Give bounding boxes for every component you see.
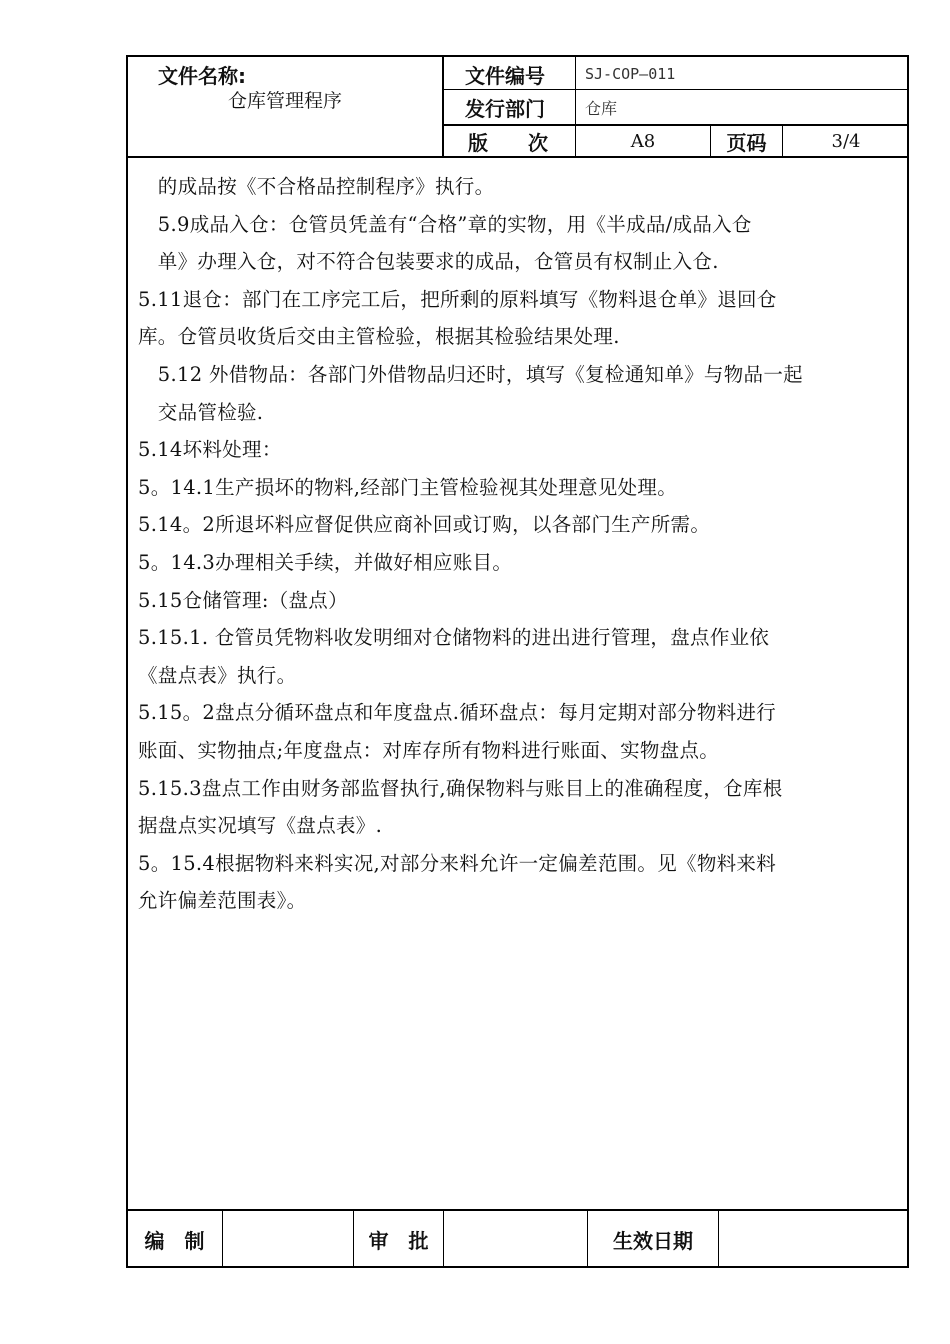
body-line: 5.9成品入仓：仓管员凭盖有“合格”章的实物，用《半成品/成品入仓 bbox=[138, 212, 752, 236]
prepared-label: 编 制 bbox=[144, 1228, 205, 1253]
body-line: 库。仓管员收货后交由主管检验，根据其检验结果处理. bbox=[138, 325, 620, 349]
prepared-field[interactable] bbox=[223, 1211, 353, 1267]
body-line: 5.15仓储管理:（盘点） bbox=[138, 588, 348, 612]
body-line: 5.11退仓：部门在工序完工后，把所剩的原料填写《物料退仓单》退回仓 bbox=[138, 287, 777, 311]
body-line: 5。15.4根据物料来料实况,对部分来料允许一定偏差范围。见《物料来料 bbox=[138, 851, 777, 875]
body-line: 5.15.3盘点工作由财务部监督执行,确保物料与账目上的准确程度，仓库根 bbox=[138, 776, 783, 800]
document-body bbox=[138, 168, 900, 920]
file-number-label: 文件编号 bbox=[465, 63, 545, 88]
file-name-label: 文件名称: bbox=[158, 63, 246, 88]
approved-field[interactable] bbox=[444, 1211, 587, 1267]
page-value: 3/4 bbox=[831, 131, 861, 152]
file-number-value: SJ-COP—011 bbox=[585, 65, 676, 83]
version-label: 版 次 bbox=[468, 131, 548, 155]
effective-date-field[interactable] bbox=[719, 1211, 908, 1267]
body-line: 5。14.1生产损坏的物料,经部门主管检验视其处理意见处理。 bbox=[138, 475, 678, 499]
body-line: 5。14.3办理相关手续，并做好相应账目。 bbox=[138, 550, 513, 574]
body-line: 5.12 外借物品：各部门外借物品归还时，填写《复检通知单》与物品一起 bbox=[138, 362, 803, 386]
body-line: 5.14。2所退坏料应督促供应商补回或订购，以各部门生产所需。 bbox=[138, 513, 711, 537]
body-line: 交品管检验. bbox=[138, 400, 264, 424]
approved-label: 审 批 bbox=[368, 1228, 429, 1253]
body-line: 据盘点实况填写《盘点表》. bbox=[138, 814, 383, 838]
body-line: 5.15。2盘点分循环盘点和年度盘点.循环盘点：每月定期对部分物料进行 bbox=[138, 701, 777, 725]
issuing-dept-label: 发行部门 bbox=[465, 97, 545, 121]
effective-date-label: 生效日期 bbox=[613, 1228, 693, 1253]
body-line: 的成品按《不合格品控制程序》执行。 bbox=[138, 175, 495, 198]
header-divider-v1 bbox=[442, 55, 444, 157]
issuing-dept-value: 仓库 bbox=[585, 99, 618, 118]
body-line: 账面、实物抽点;年度盘点：对库存所有物料进行账面、实物盘点。 bbox=[138, 738, 720, 762]
body-line: 单》办理入仓，对不符合包装要求的成品，仓管员有权制止入仓. bbox=[138, 250, 719, 274]
file-name-value: 仓库管理程序 bbox=[228, 89, 343, 112]
body-line: 允许偏差范围表》。 bbox=[138, 889, 307, 913]
body-line: 《盘点表》执行。 bbox=[138, 663, 297, 687]
page-label: 页码 bbox=[726, 131, 767, 155]
version-value: A8 bbox=[630, 131, 656, 152]
body-line: 5.14坏料处理： bbox=[138, 438, 282, 462]
body-line: 5.15.1. 仓管员凭物料收发明细对仓储物料的进出进行管理，盘点作业依 bbox=[138, 626, 770, 650]
